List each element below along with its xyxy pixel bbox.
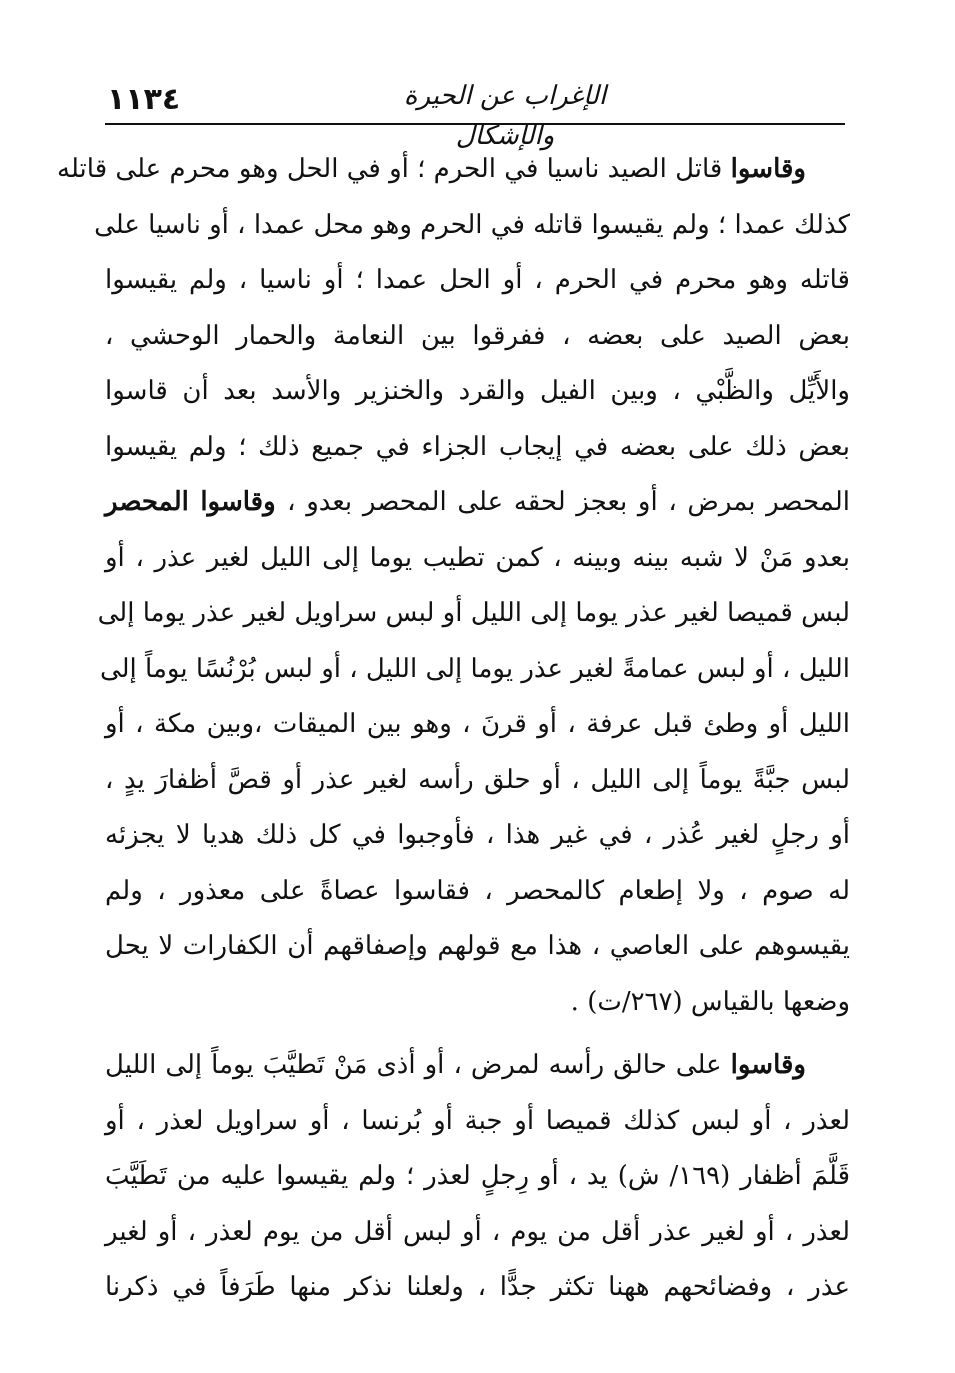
line-text: قاتل الصيد ناسيا في الحرم ؛ أو في الحل وهو محرم على قاتله bbox=[57, 154, 731, 184]
text-line bbox=[105, 1038, 850, 1094]
text-line: أو رجلٍ لغير عُذر ، في غير هذا ، فأوجبوا في كل ذلك هديا لا يجزئه bbox=[105, 820, 850, 850]
paragraph-2 bbox=[105, 1038, 850, 1316]
body-text bbox=[57, 142, 850, 1316]
text-line: وضعها بالقياس (٢٦٧/ت) . bbox=[570, 986, 850, 1017]
text-line: الليل ، أو لبس عمامةً لغير عذر يوما إلى الليل ، أو لبس بُرْنُسًا يوماً إلى bbox=[99, 653, 850, 684]
text-line: بعض الصيد على بعضه ، ففرقوا بين النعامة والحمار الوحشي ، bbox=[105, 320, 850, 351]
page-number: ١١٣٤ bbox=[107, 82, 181, 117]
text-line: له صوم ، ولا إطعام كالمحصر ، فقاسوا عصاةً على معذور ، ولم bbox=[105, 875, 850, 906]
text-line: قاتله وهو محرم في الحرم ، أو الحل عمدا ؛ أو ناسيا ، ولم يقيسوا bbox=[105, 265, 850, 295]
text-line: بعض ذلك على بعضه في إيجاب الجزاء في جميع ذلك ؛ ولم يقيسوا bbox=[105, 431, 850, 462]
page-header bbox=[105, 68, 845, 151]
text-line bbox=[105, 475, 850, 531]
text-line: قَلَّمَ أظفار (١٦٩/ ش) يد ، أو رِجلٍ لعذر ؛ ولم يقيسوا عليه من تَطَيَّبَ bbox=[105, 1161, 850, 1191]
text-line: يقيسوهم على العاصي ، هذا مع قولهم وإصفاقهم أن الكفارات لا يحل bbox=[105, 931, 850, 961]
text-line: لعذر ، أو لبس كذلك قميصا أو جبة أو بُرنسا ، أو سراويل لعذر ، أو bbox=[105, 1105, 850, 1136]
text-line: لبس قميصا لغير عذر يوما إلى الليل أو لبس سراويل لغير عذر يوما إلى bbox=[97, 598, 850, 628]
text-line bbox=[57, 142, 850, 198]
text-line: عذر ، وفضائحهم ههنا تكثر جدًّا ، ولعلنا نذكر منها طَرَفاً في ذكرنا bbox=[105, 1272, 850, 1302]
line-text: على حالق رأسه لمرض ، أو أذى مَنْ تَطيَّبَ يوماً إلى الليل bbox=[105, 1050, 731, 1080]
lead-word: وقاسوا bbox=[730, 154, 806, 184]
text-line: بعدو مَنْ لا شبه بينه وبينه ، كمن تطيب يوما إلى الليل لغير عذر ، أو bbox=[105, 542, 850, 573]
text-line: والأَيِّل والظَّبْي ، وبين الفيل والقرد والخنزير والأسد بعد أن قاسوا bbox=[105, 376, 850, 406]
header-rule bbox=[105, 123, 845, 125]
line-text: المحصر بمرض ، أو بعجز لحقه على المحصر بعدو ، bbox=[287, 487, 850, 517]
text-line: لعذر ، أو لغير عذر أقل من يوم ، أو لبس أقل من يوم لعذر ، أو لغير bbox=[105, 1216, 850, 1247]
text-line: كذلك عمدا ؛ ولم يقيسوا قاتله في الحرم وهو محل عمدا ، أو ناسيا على bbox=[94, 209, 850, 240]
running-title: الإغراب عن الحيرة والإشكال bbox=[403, 81, 607, 151]
paragraph-1 bbox=[57, 142, 850, 1030]
emphasis-phrase: وقاسوا المحصر bbox=[105, 487, 288, 517]
lead-word: وقاسوا bbox=[730, 1050, 806, 1080]
text-line: لبس جبَّةً يوماً إلى الليل ، أو حلق رأسه لغير عذر أو قصَّ أظفارَ يدٍ ، bbox=[105, 764, 850, 795]
text-line: الليل أو وطئ قبل عرفة ، أو قرنَ ، وهو بين الميقات ،وبين مكة ، أو bbox=[105, 709, 850, 739]
